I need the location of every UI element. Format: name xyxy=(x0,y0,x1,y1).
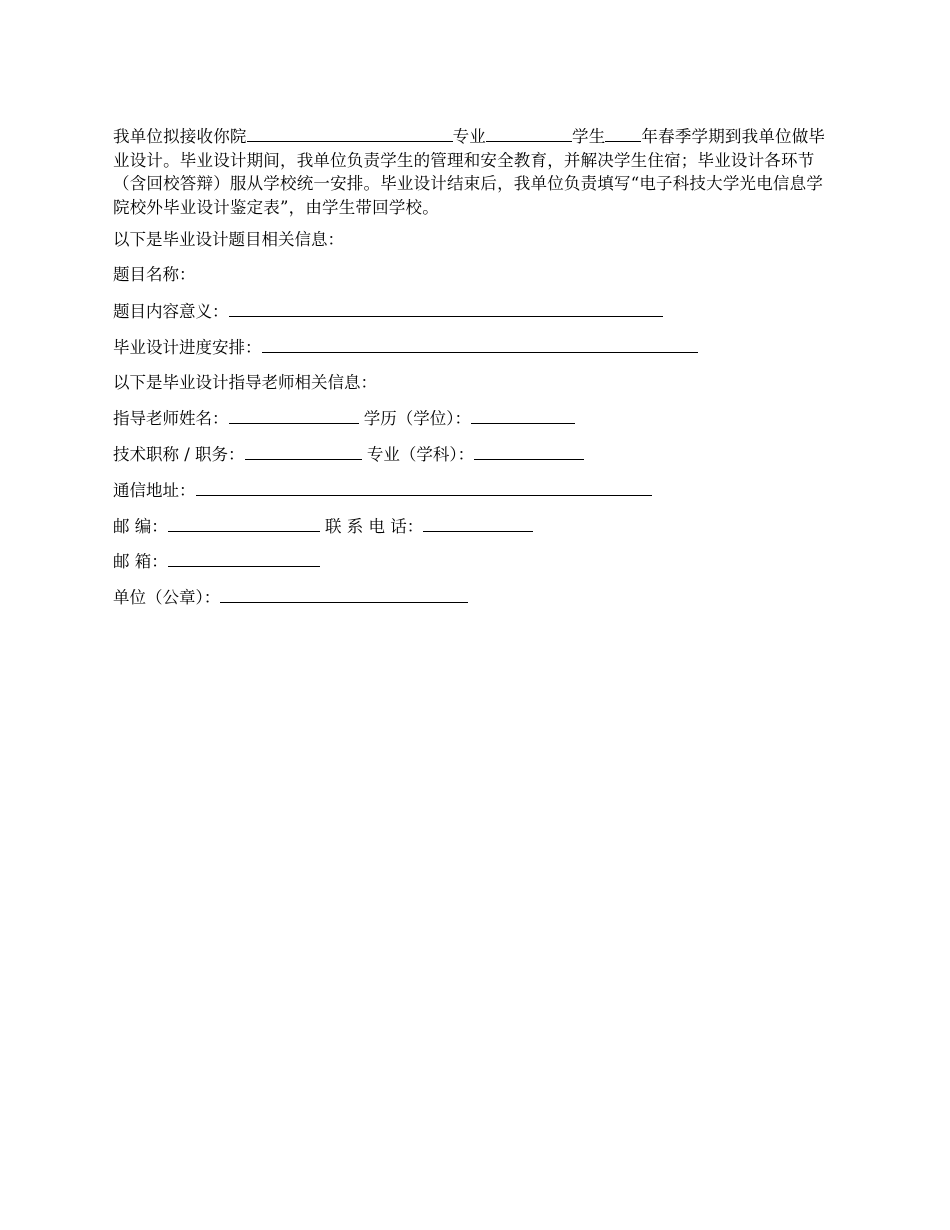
address-label: 通信地址： xyxy=(113,481,196,500)
seal-blank[interactable] xyxy=(220,586,468,603)
zip-row xyxy=(113,515,533,538)
topic-heading: 以下是毕业设计题目相关信息： xyxy=(113,230,344,249)
degree-label: 学历（学位）： xyxy=(363,409,471,428)
address-row xyxy=(113,479,652,502)
advisor-heading: 以下是毕业设计指导老师相关信息： xyxy=(113,373,377,392)
address-blank[interactable] xyxy=(196,479,652,496)
topic-content-blank[interactable] xyxy=(229,300,663,317)
title-row xyxy=(113,443,584,466)
title-blank[interactable] xyxy=(245,443,362,460)
seal-label: 单位（公章）： xyxy=(113,588,221,607)
title-label: 技术职称 / 职务： xyxy=(113,445,245,464)
seal-row xyxy=(113,586,468,609)
zip-label: 邮 编： xyxy=(113,517,168,536)
intro-text-1: 我单位拟接收你院 xyxy=(113,127,247,146)
year-blank[interactable] xyxy=(605,125,641,142)
phone-label: 联 系 电 话： xyxy=(325,517,424,536)
email-blank[interactable] xyxy=(168,550,320,567)
topic-content-label: 题目内容意义： xyxy=(113,302,229,321)
schedule-row xyxy=(113,336,698,359)
topic-name-row xyxy=(113,264,196,286)
advisor-name-row xyxy=(113,407,575,430)
email-label: 邮 箱： xyxy=(113,552,168,571)
schedule-blank[interactable] xyxy=(262,336,698,353)
intro-text-3: 学生 xyxy=(572,127,606,146)
degree-blank[interactable] xyxy=(471,407,575,424)
major-blank[interactable] xyxy=(486,125,572,142)
advisor-name-label: 指导老师姓名： xyxy=(113,409,229,428)
intro-paragraph xyxy=(113,125,833,219)
topic-name-label: 题目名称： xyxy=(113,265,196,284)
intro-text-4: 年春季学期到我单位 xyxy=(641,127,792,146)
phone-blank[interactable] xyxy=(423,515,533,532)
major-label: 专业（学科）： xyxy=(366,445,475,464)
zip-blank[interactable] xyxy=(168,515,320,532)
intro-text-rest: 做毕业设计。毕业设计期间，我单位负责学生的管理和安全教育，并解决学生住宿；毕业设计各环节（含回校答辩）服从学校统一安排。毕业设计结束后，我单位负责填写“电子科技大学光电信息学院校外毕业设计鉴定表”，由学生带回学校。 xyxy=(113,127,826,217)
advisor-name-blank[interactable] xyxy=(229,407,359,424)
schedule-label: 毕业设计进度安排： xyxy=(113,338,262,357)
topic-content-row xyxy=(113,300,663,323)
college-blank[interactable] xyxy=(247,125,453,142)
major-field-blank[interactable] xyxy=(474,443,584,460)
email-row xyxy=(113,550,320,573)
intro-text-2: 专业 xyxy=(452,127,487,146)
